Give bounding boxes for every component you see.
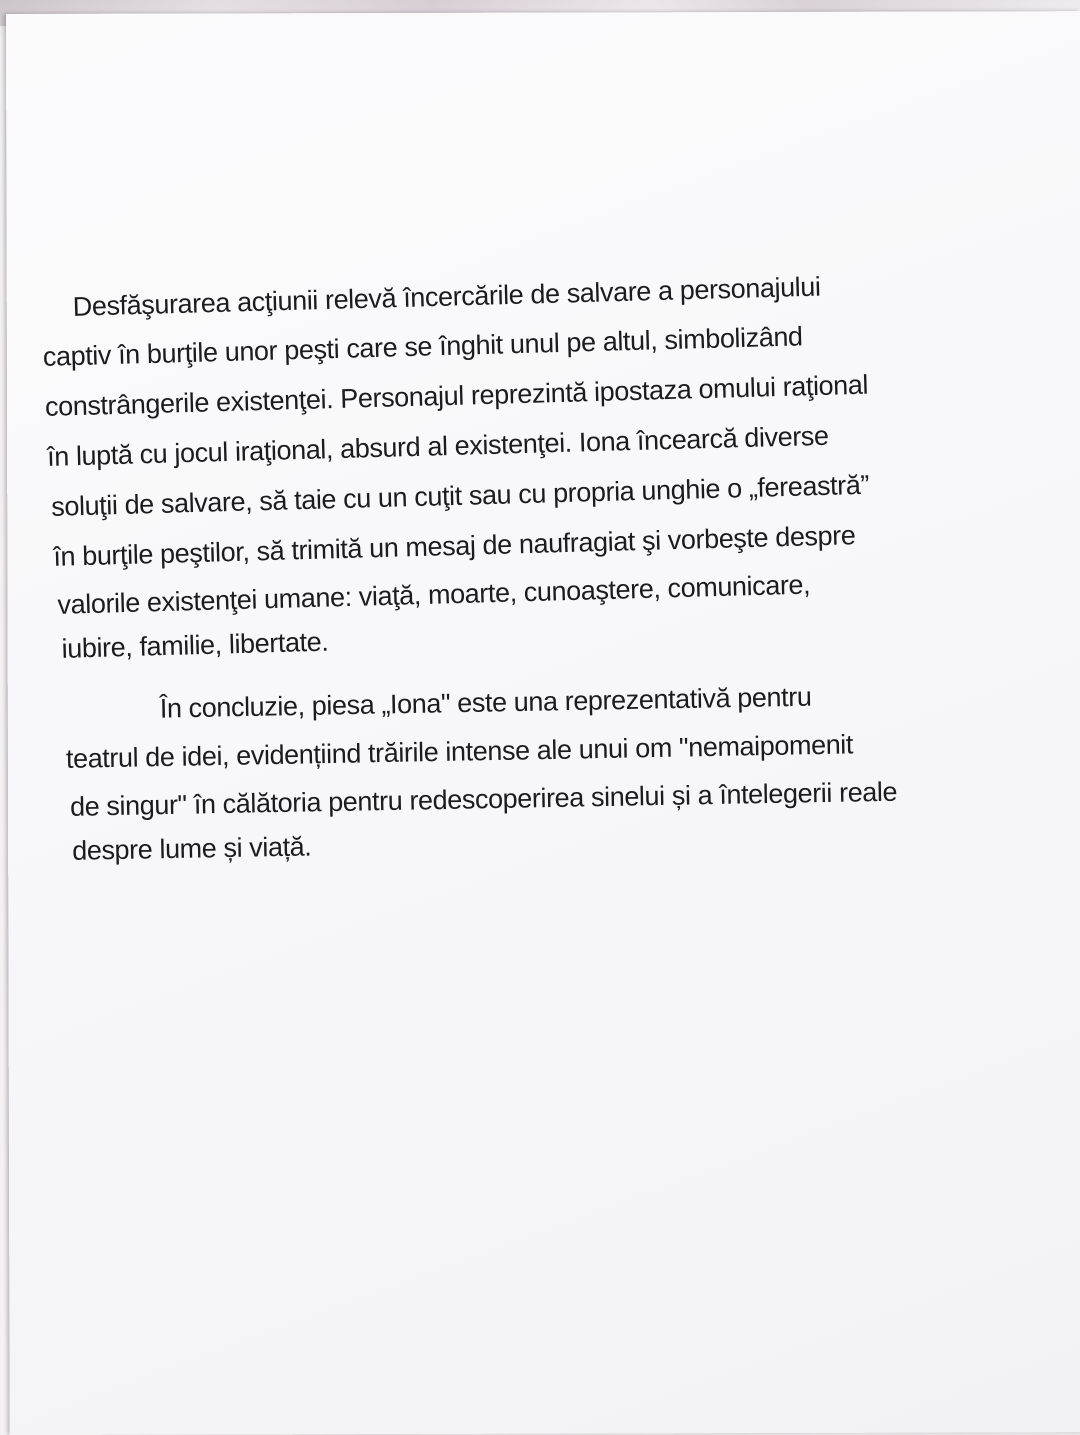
paragraph-line: valorile existenţei umane: viaţă, moarte, cunoaştere, comunicare,: [57, 569, 811, 620]
paragraph-line: despre lume și viață.: [71, 831, 312, 866]
paragraph-line: constrângerile existenţei. Personajul reprezintă ipostaza omului raţional: [44, 369, 869, 422]
paragraph-line: captiv în burţile unor peşti care se înghit unul pe altul, simbolizând: [42, 321, 803, 372]
paragraph-line: de singur" în călătoria pentru redescoperirea sinelui și a întelegerii reale: [69, 776, 898, 822]
paragraph-line: teatrul de idei, evidențiind trăirile intense ale unui om "nemaipomenit: [65, 729, 854, 774]
paragraph-line: Desfăşurarea acţiunii relevă încercările de salvare a personajului: [72, 271, 821, 322]
paragraph-line: iubire, familie, libertate.: [61, 626, 329, 664]
paragraph-line: În concluzie, piesa „Iona" este una reprezentativă pentru: [159, 681, 812, 724]
paragraph-line: soluţii de salvare, să taie cu un cuţit sau cu propria unghie o „fereastră”: [50, 469, 870, 522]
paragraph-line: în luptă cu jocul iraţional, absurd al existenţei. Iona încearcă diverse: [46, 420, 829, 472]
paragraph-line: în burţile peştilor, să trimită un mesaj de naufragiat şi vorbeşte despre: [53, 520, 856, 572]
paper-sheet: [6, 11, 1080, 1435]
